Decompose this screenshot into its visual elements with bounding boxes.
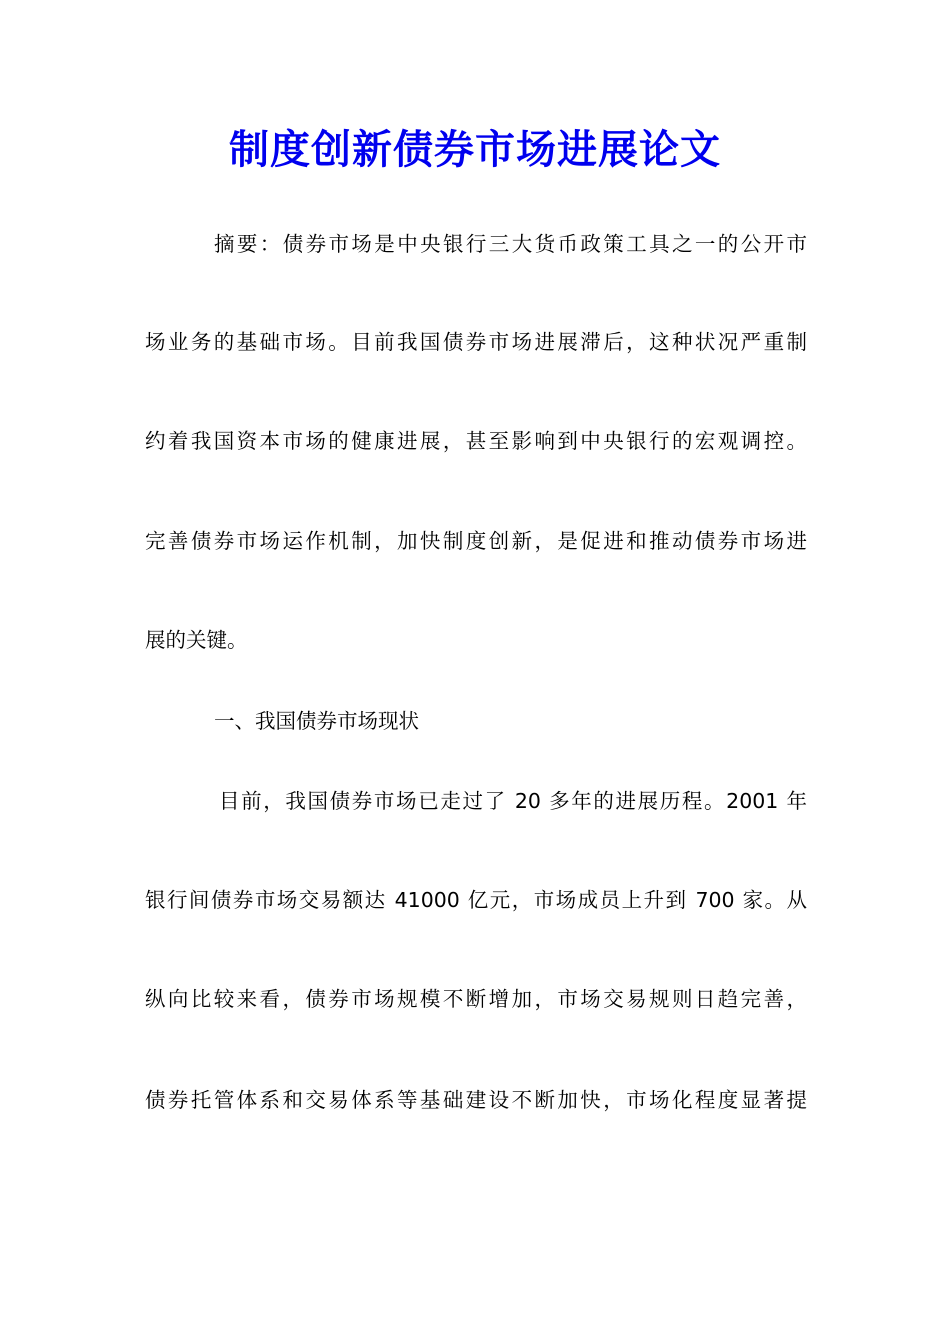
paragraph-line-2: 银行间债券市场交易额达 41000 亿元，市场成员上升到 700 家。从 xyxy=(145,888,807,912)
abstract-line-2: 场业务的基础市场。目前我国债券市场进展滞后，这种状况严重制 xyxy=(145,330,807,354)
paragraph-line-1: 目前，我国债券市场已走过了 20 多年的进展历程。2001 年 xyxy=(219,789,807,813)
document-title: 制度创新债券市场进展论文 xyxy=(229,126,721,173)
abstract-line-1: 摘要：债券市场是中央银行三大货币政策工具之一的公开市 xyxy=(214,232,807,256)
section-heading: 一、我国债券市场现状 xyxy=(214,709,419,733)
abstract-line-3: 约着我国资本市场的健康进展，甚至影响到中央银行的宏观调控。 xyxy=(145,429,807,453)
abstract-line-4: 完善债券市场运作机制，加快制度创新，是促进和推动债券市场进 xyxy=(145,529,807,553)
abstract-line-5: 展的关键。 xyxy=(145,628,248,652)
paragraph-line-4: 债券托管体系和交易体系等基础建设不断加快，市场化程度显著提 xyxy=(145,1088,807,1112)
paragraph-line-3: 纵向比较来看，债券市场规模不断增加，市场交易规则日趋完善， xyxy=(145,987,807,1011)
